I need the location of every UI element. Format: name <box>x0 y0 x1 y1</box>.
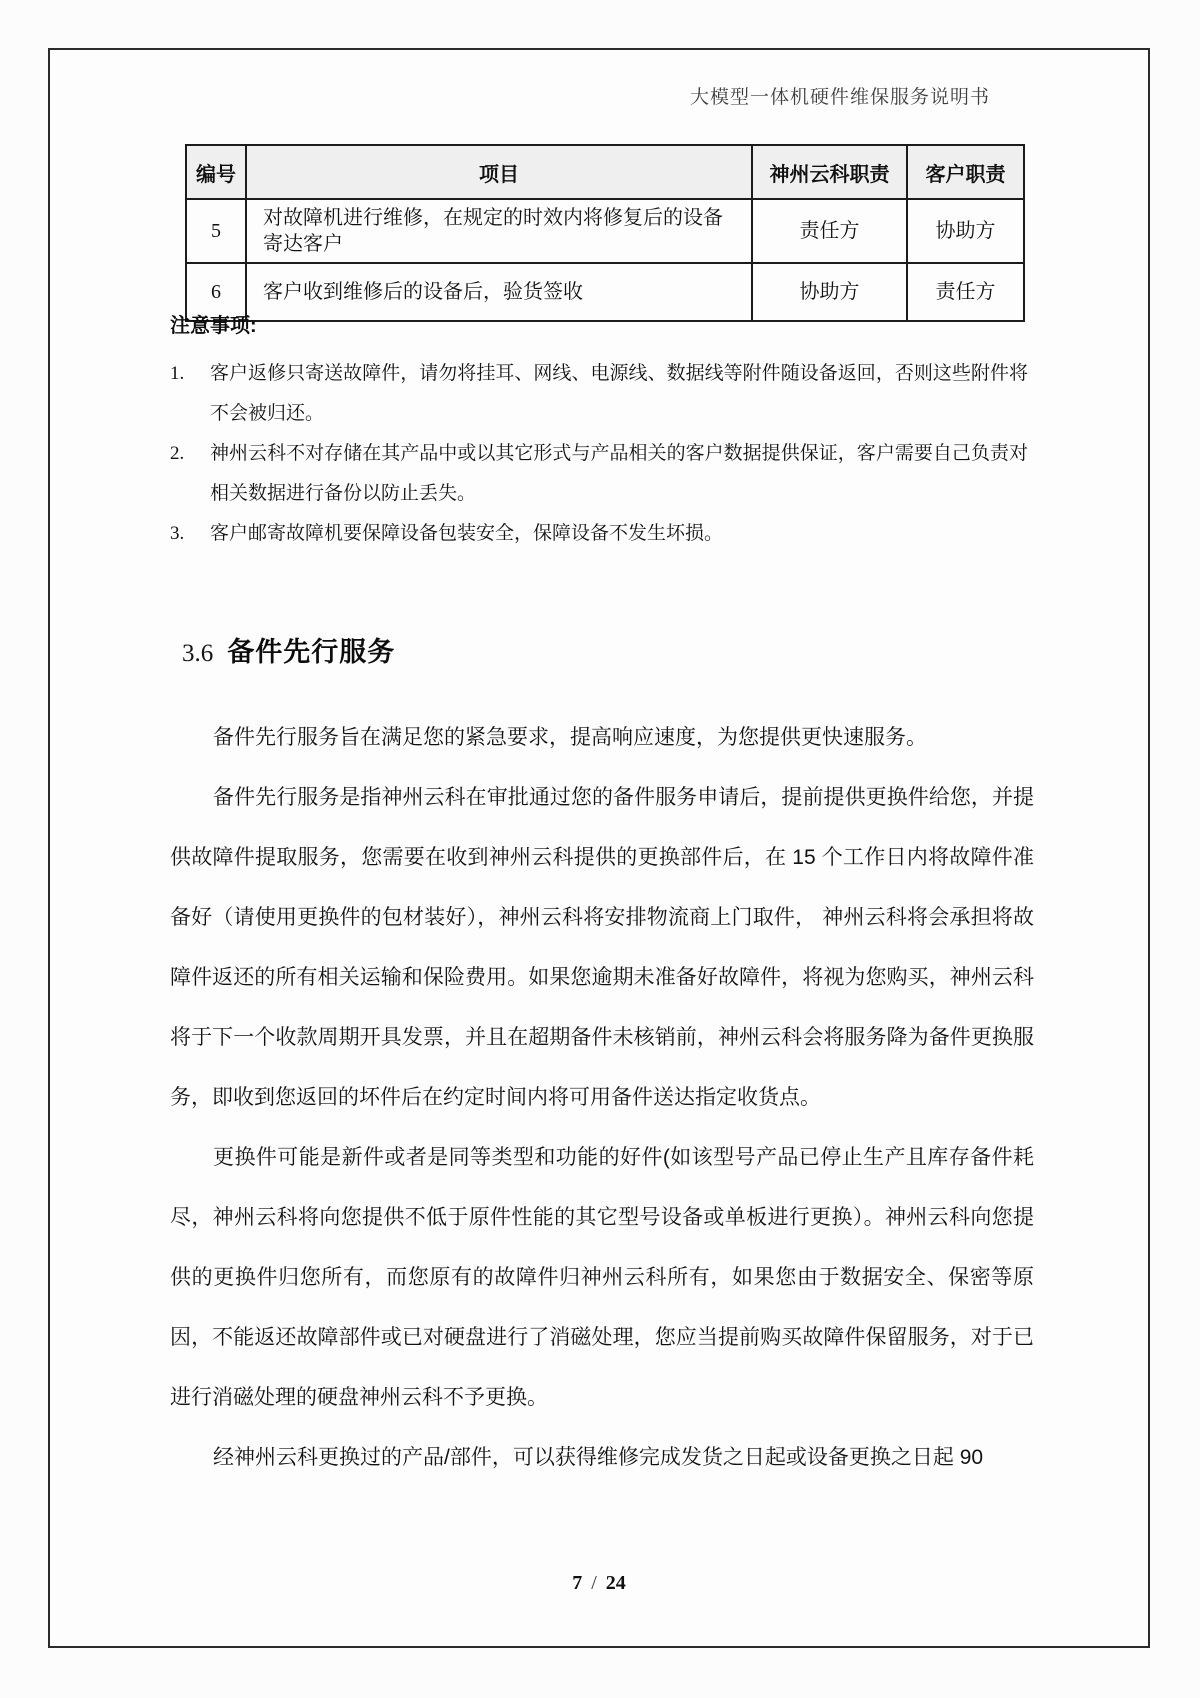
cell-item-description: 客户收到维修后的设备后，验货签收 <box>246 263 752 321</box>
body-paragraph: 备件先行服务是指神州云科在审批通过您的备件服务申请后，提前提供更换件给您，并提供故障件提取服务，您需要在收到神州云科提供的更换部件后，在 15 个工作日内将故障件准备好（请使用更换件的包材装好），神州云科将安排物流商上门取件， 神州云科将会承担将故障件返还的所有相关运输和保险费用。如果您逾期未准备好故障件，将视为您购买，神州云科将于下一个收款周期开具发票，并且在超期备件未核销前，神州云科会将服务降为备件更换服务，即收到您返回的坏件后在约定时间内将可用备件送达指定收货点。 <box>170 786 1034 1109</box>
note-item: 客户返修只寄送故障件，请勿将挂耳、网线、电源线、数据线等附件随设备返回，否则这些附件将不会被归还。 <box>210 363 1028 424</box>
document-title: 大模型一体机硬件维保服务说明书 <box>689 87 990 108</box>
note-item: 客户邮寄故障机要保障设备包装安全，保障设备不发生坏损。 <box>210 523 724 544</box>
notes-list <box>170 354 1028 554</box>
responsibility-table <box>185 144 1025 322</box>
column-header-item: 项目 <box>246 145 752 199</box>
body-paragraph: 更换件可能是新件或者是同等类型和功能的好件(如该型号产品已停止生产且库存备件耗尽，神州云科将向您提供不低于原件性能的其它型号设备或单板进行更换）。神州云科向您提供的更换件归您所有，而您原有的故障件归神州云科所有，如果您由于数据安全、保密等原因，不能返还故障部件或已对硬盘进行了消磁处理，您应当提前购买故障件保留服务，对于已进行消磁处理的硬盘神州云科不予更换。 <box>170 1146 1034 1409</box>
table-header <box>186 145 1024 199</box>
cell-customer-role: 责任方 <box>907 263 1024 321</box>
section-heading <box>182 630 395 669</box>
cell-row-number: 5 <box>186 199 246 263</box>
section-title: 备件先行服务 <box>227 637 396 667</box>
note-item: 神州云科不对存储在其产品中或以其它形式与产品相关的客户数据提供保证，客户需要自己负责对相关数据进行备份以防止丢失。 <box>210 443 1028 504</box>
table-row <box>186 263 1024 321</box>
notes-title: 注意事项: <box>170 315 257 337</box>
running-header <box>690 82 990 109</box>
section-number: 3.6 <box>182 640 214 667</box>
page-number-separator: / <box>591 1572 597 1594</box>
cell-item-description: 对故障机进行维修，在规定的时效内将修复后的设备寄达客户 <box>246 199 752 263</box>
section-body <box>170 708 1034 1488</box>
table-row <box>186 199 1024 263</box>
table-body <box>186 199 1024 321</box>
cell-vendor-role: 责任方 <box>752 199 907 263</box>
cell-vendor-role: 协助方 <box>752 263 907 321</box>
cell-row-number: 6 <box>186 263 246 321</box>
column-header-customer-duty: 客户职责 <box>907 145 1024 199</box>
column-header-vendor-duty: 神州云科职责 <box>752 145 907 199</box>
page-border-frame <box>48 48 1150 1648</box>
total-page-count: 24 <box>605 1572 626 1594</box>
body-paragraph: 经神州云科更换过的产品/部件，可以获得维修完成发货之日起或设备更换之日起 90 <box>213 1446 984 1469</box>
cell-customer-role: 协助方 <box>907 199 1024 263</box>
page-footer <box>50 1572 1148 1595</box>
current-page-number: 7 <box>572 1572 583 1594</box>
body-paragraph: 备件先行服务旨在满足您的紧急要求，提高响应速度，为您提供更快速服务。 <box>213 726 928 749</box>
column-header-number: 编号 <box>186 145 246 199</box>
notes-section <box>170 314 1028 554</box>
